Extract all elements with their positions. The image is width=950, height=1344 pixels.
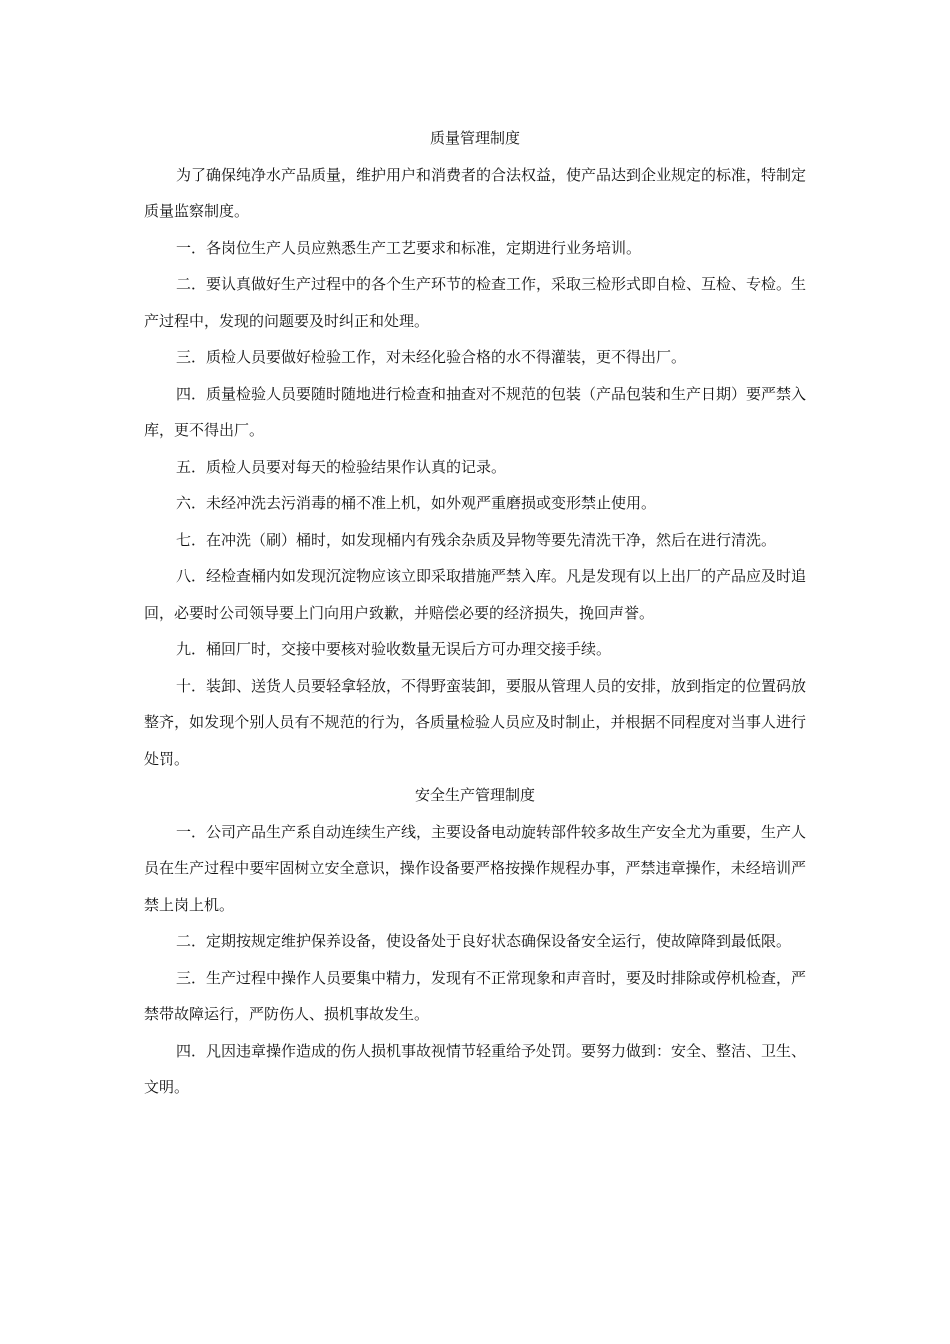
paragraph: 八．经检查桶内如发现沉淀物应该立即采取措施严禁入库。凡是发现有以上出厂的产品应及时追回，必要时公司领导要上门向用户致歉，并赔偿必要的经济损失，挽回声誉。 (144, 567, 807, 622)
paragraph: 十．装卸、送货人员要轻拿轻放，不得野蛮装卸，要服从管理人员的安排，放到指定的位置码放整齐，如发现个别人员有不规范的行为，各质量检验人员应及时制止，并根据不同程度对当事人进行处罚。 (144, 676, 807, 768)
section-title: 安全生产管理制度 (414, 786, 535, 804)
paragraph: 一．各岗位生产人员应熟悉生产工艺要求和标准，定期进行业务培训。 (176, 238, 642, 257)
paragraph: 二．定期按规定维护保养设备，使设备处于良好状态确保设备安全运行，使故障降到最低限。 (176, 932, 792, 950)
safety-production-section (144, 777, 806, 1106)
document-body (144, 120, 806, 1106)
quality-management-section (144, 120, 806, 777)
paragraph: 六．未经冲洗去污消毒的桶不准上机，如外观严重磨损或变形禁止使用。 (176, 494, 657, 512)
paragraph: 四．质量检验人员要随时随地进行检查和抽查对不规范的包装（产品包装和生产日期）要严禁入库，更不得出厂。 (144, 384, 807, 439)
paragraph: 七．在冲洗（刷）桶时，如发现桶内有残余杂质及异物等要先清洗干净，然后在进行清洗。 (176, 530, 777, 549)
paragraph: 九．桶回厂时，交接中要核对验收数量无误后方可办理交接手续。 (176, 640, 612, 658)
paragraph: 二．要认真做好生产过程中的各个生产环节的检查工作，采取三检形式即自检、互检、专检。生产过程中，发现的问题要及时纠正和处理。 (144, 275, 807, 330)
paragraph: 为了确保纯净水产品质量，维护用户和消费者的合法权益，使产品达到企业规定的标准，特制定质量监察制度。 (144, 165, 807, 220)
paragraph: 三．生产过程中操作人员要集中精力，发现有不正常现象和声音时，要及时排除或停机检查，严禁带故障运行，严防伤人、损机事故发生。 (144, 968, 807, 1023)
paragraph: 三．质检人员要做好检验工作，对未经化验合格的水不得灌装，更不得出厂。 (176, 348, 687, 366)
paragraph: 四．凡因违章操作造成的伤人损机事故视情节轻重给予处罚。要努力做到：安全、整洁、卫生、文明。 (144, 1041, 807, 1096)
section-title: 质量管理制度 (429, 129, 520, 147)
paragraph: 五．质检人员要对每天的检验结果作认真的记录。 (176, 457, 507, 476)
paragraph: 一．公司产品生产系自动连续生产线，主要设备电动旋转部件较多故生产安全尤为重要，生产人员在生产过程中要牢固树立安全意识，操作设备要严格按操作规程办事，严禁违章操作，未经培训严禁上岗上机。 (144, 822, 807, 914)
